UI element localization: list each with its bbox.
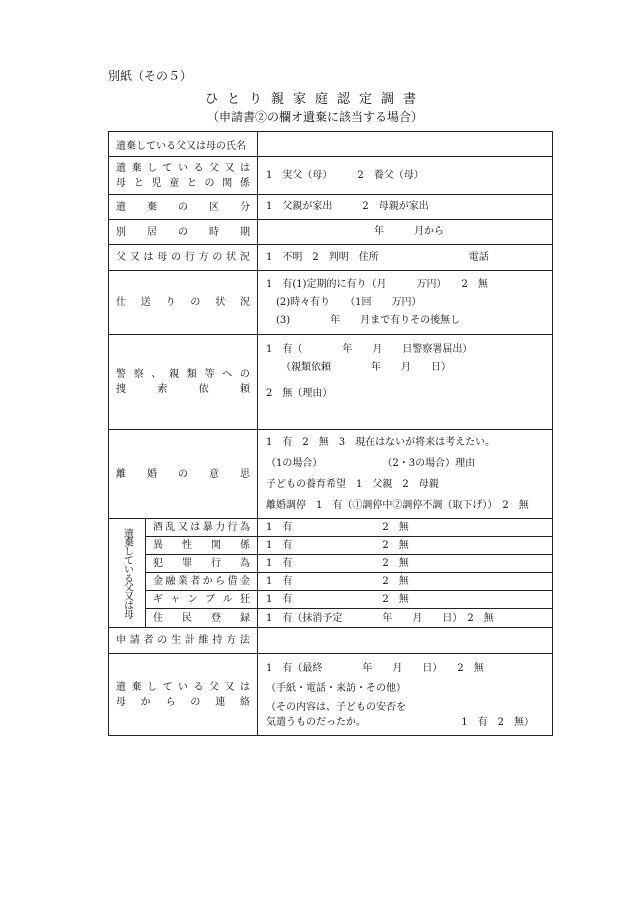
label-char: と (186, 177, 197, 189)
label-divorce (109, 430, 258, 519)
label-char: 録 (240, 612, 250, 624)
label-char: 民 (182, 612, 192, 624)
label-char: の (190, 696, 201, 708)
label-char: 生 (171, 635, 182, 646)
label-char: 申 (116, 635, 126, 646)
field-divorce[interactable]: 1 有 2 無 3 現在はないが将来は考えたい。 （1の場合） （2・3の場合）理由 子どもの養育希望 1 父親 2 母親 離婚調停 1 有（①調停中②調停不調（取下げ）） 2 無 (258, 430, 553, 519)
label-text (116, 680, 250, 695)
page-subtitle: （申請書②の欄オ遺棄に該当する場合） (206, 110, 423, 124)
label-text (153, 520, 250, 535)
label-text (116, 250, 250, 265)
field-conduct-violence[interactable]: 1 有 2 無 (258, 519, 553, 537)
page-title: ひとり親家庭認定調書 (204, 92, 425, 107)
label-conduct-gambling (146, 591, 258, 609)
label-text (116, 225, 250, 240)
label-text (116, 200, 250, 215)
row-livelihood (109, 628, 553, 654)
label-char: 方 (226, 635, 237, 646)
label-char: 力 (215, 522, 226, 533)
field-conduct-crime[interactable]: 1 有 2 無 (258, 555, 553, 573)
label-char: 行 (211, 558, 221, 569)
label-char: 父 (116, 252, 126, 263)
label-char: 父 (209, 681, 219, 693)
label-char: 況 (239, 297, 250, 308)
label-contact (109, 654, 258, 736)
label-text (116, 161, 250, 176)
label-char: 犯 (153, 558, 163, 569)
label-text (153, 556, 250, 571)
label-text (153, 538, 250, 553)
label-char: か (202, 576, 213, 587)
label-conduct-affairs (146, 537, 258, 555)
label-char: 係 (240, 540, 250, 551)
label-char: 離 (116, 468, 126, 480)
label-char: は (240, 681, 250, 693)
label-char: 況 (239, 252, 250, 263)
label-char: 計 (184, 635, 195, 646)
label-char: 性 (182, 540, 192, 551)
label-char: 住 (153, 612, 163, 624)
label-char: ン (187, 594, 198, 605)
field-parent-name[interactable] (258, 132, 553, 157)
label-char: 索 (157, 384, 168, 395)
row-divorce (109, 430, 553, 519)
label-remittance (109, 271, 258, 335)
label-char: い (178, 681, 188, 693)
label-text (153, 611, 250, 626)
label-char: 遺 (116, 201, 126, 213)
row-contact (109, 654, 553, 736)
label-char: る (193, 162, 204, 174)
label-conduct-debt (146, 573, 258, 591)
label-char: 母 (157, 252, 168, 263)
label-char: 又 (224, 162, 235, 174)
label-char: 金 (153, 576, 163, 587)
label-text (116, 295, 250, 310)
label-char: 方 (198, 252, 209, 263)
label-char: 頼 (239, 384, 250, 395)
label-char: 行 (227, 522, 238, 533)
label-text (116, 633, 250, 648)
label-char: ギ (153, 594, 163, 605)
field-conduct-registration[interactable]: 1 有（抹消予定 年 月 日） 2 無 (258, 609, 553, 628)
label-char: ら (215, 576, 226, 587)
label-char: 父 (209, 162, 219, 174)
field-livelihood[interactable] (258, 628, 553, 654)
row-name (109, 132, 553, 157)
label-char: 意 (209, 468, 219, 480)
label-char: と (133, 177, 144, 189)
label-char: 酒 (153, 522, 163, 533)
certification-form-table (108, 131, 553, 736)
label-char: の (178, 201, 188, 213)
label-char: の (239, 369, 250, 380)
label-conduct-group: 遺棄している父又は母 (109, 519, 146, 628)
label-text (116, 367, 250, 382)
label-char: 捜 (116, 384, 126, 395)
label-char: 区 (209, 201, 219, 213)
field-category[interactable]: 1 父親が家出 2 母親が家出 (258, 195, 553, 220)
label-char: 時 (209, 226, 219, 238)
label-char: 居 (147, 226, 157, 238)
row-separation (109, 220, 553, 245)
field-conduct-gambling[interactable]: 1 有 2 無 (258, 591, 553, 609)
label-char: 期 (240, 226, 250, 238)
label-char: 連 (215, 696, 226, 708)
label-conduct-registration (146, 609, 258, 628)
label-char: て (162, 162, 173, 174)
page-label: 別紙（その５） (108, 69, 193, 83)
label-char: 業 (177, 576, 188, 587)
label-char: 察 (133, 369, 144, 380)
label-char: 仕 (116, 297, 126, 308)
label-char: し (147, 162, 157, 174)
label-char: の (212, 252, 223, 263)
label-char: の (178, 468, 188, 480)
field-separation[interactable]: 年 月から (258, 220, 553, 245)
label-char: り (165, 297, 176, 308)
label-char: 又 (224, 681, 235, 693)
label-text (153, 592, 250, 607)
label-text (153, 574, 250, 589)
label-char: は (240, 162, 250, 174)
label-text (116, 695, 250, 710)
label-text (116, 176, 250, 191)
label-char: 類 (186, 369, 197, 380)
label-char: 状 (226, 252, 237, 263)
label-char: 棄 (147, 201, 157, 213)
label-char: の (157, 635, 168, 646)
field-remittance[interactable]: 1 有(1)定期的に有り（月 万円） 2 無 (2)時々有り （1回 万円） (3) 年 月まで有りその後無し (258, 271, 553, 335)
field-relation[interactable]: 1 実父（母） 2 養父（母） (258, 157, 553, 195)
label-char: 係 (239, 177, 250, 189)
label-char: ら (165, 696, 176, 708)
label-char: 遺 (116, 681, 126, 693)
row-whereabouts (109, 245, 553, 271)
label-char: 棄 (131, 681, 142, 693)
label-char: 乱 (165, 522, 176, 533)
row-conduct-registration (109, 609, 553, 628)
label-char: 法 (239, 635, 250, 646)
label-char: 登 (211, 612, 221, 624)
label-char: ル (222, 594, 233, 605)
label-char: 暴 (202, 522, 213, 533)
label-char: 者 (190, 576, 201, 587)
row-conduct-debt (109, 573, 553, 591)
label-char: 行 (184, 252, 195, 263)
field-contact[interactable]: 1 有（最終 年 月 日） 2 無 （手紙・電話・来訪・その他） （その内容は、子どもの安否を 気遣うものだったか。 1 有 2 無） (258, 654, 553, 736)
label-char: 送 (140, 297, 151, 308)
label-char: は (190, 522, 201, 533)
label-char: 別 (116, 226, 126, 238)
label-char: へ (222, 369, 233, 380)
label-char: 為 (239, 522, 250, 533)
label-char: 罪 (182, 558, 192, 569)
row-conduct-crime (109, 555, 553, 573)
label-char: 思 (240, 468, 250, 480)
label-char: 持 (212, 635, 223, 646)
label-char: ブ (205, 594, 216, 605)
label-char: 維 (198, 635, 209, 646)
label-char: の (190, 297, 201, 308)
label-char: か (140, 696, 151, 708)
label-char: 母 (116, 177, 126, 189)
label-char: い (178, 162, 188, 174)
field-conduct-debt[interactable]: 1 有 2 無 (258, 573, 553, 591)
row-remittance (109, 271, 553, 335)
label-relation (109, 157, 258, 195)
label-char: る (193, 681, 204, 693)
label-char: 童 (169, 177, 180, 189)
label-char: の (171, 252, 182, 263)
label-char: 狂 (239, 594, 250, 605)
row-category (109, 195, 553, 220)
label-char: 請 (129, 635, 140, 646)
label-char: 為 (240, 558, 250, 569)
row-conduct-violence (109, 519, 553, 537)
label-char: 依 (198, 384, 209, 395)
row-relation (109, 157, 553, 195)
label-char: 絡 (239, 696, 250, 708)
label-char: 遺 (116, 162, 126, 174)
label-char: 借 (227, 576, 238, 587)
label-conduct-crime (146, 555, 258, 573)
label-char: 親 (169, 369, 180, 380)
label-char: 分 (240, 201, 250, 213)
row-conduct-affairs (109, 537, 553, 555)
label-whereabouts (109, 245, 258, 271)
label-char: 関 (222, 177, 233, 189)
label-char: て (162, 681, 173, 693)
label-conduct-violence (146, 519, 258, 537)
label-char: 又 (129, 252, 140, 263)
field-conduct-affairs[interactable]: 1 有 2 無 (258, 537, 553, 555)
row-conduct-gambling (109, 591, 553, 609)
label-char: の (178, 226, 188, 238)
label-char: 関 (211, 540, 221, 551)
field-whereabouts[interactable]: 1 不明 2 判明 住所 電話 (258, 245, 553, 271)
label-char: 棄 (131, 162, 142, 174)
label-char: 又 (177, 522, 188, 533)
label-text (116, 382, 250, 397)
label-char: 状 (215, 297, 226, 308)
label-char: 金 (239, 576, 250, 587)
label-char: 婚 (147, 468, 157, 480)
row-search (109, 335, 553, 430)
label-text (116, 467, 250, 482)
label-search (109, 335, 258, 430)
label-char: 等 (204, 369, 215, 380)
label-separation (109, 220, 258, 245)
label-char: 異 (153, 540, 163, 551)
label-livelihood (109, 628, 258, 654)
label-char: は (143, 252, 154, 263)
label-parent-name: 遺棄している父又は母の氏名 (109, 132, 258, 157)
label-char: し (147, 681, 157, 693)
label-char: 融 (165, 576, 176, 587)
label-char: 児 (151, 177, 162, 189)
label-char: ャ (170, 594, 181, 605)
field-search[interactable]: 1 有（ 年 月 日警察署届出） （親類依頼 年 月 日） 2 無（理由） (258, 335, 553, 430)
label-char: 者 (143, 635, 154, 646)
label-char: の (204, 177, 215, 189)
label-category (109, 195, 258, 220)
label-char: 警 (116, 369, 126, 380)
label-char: 母 (116, 696, 126, 708)
label-char: 、 (151, 369, 162, 380)
